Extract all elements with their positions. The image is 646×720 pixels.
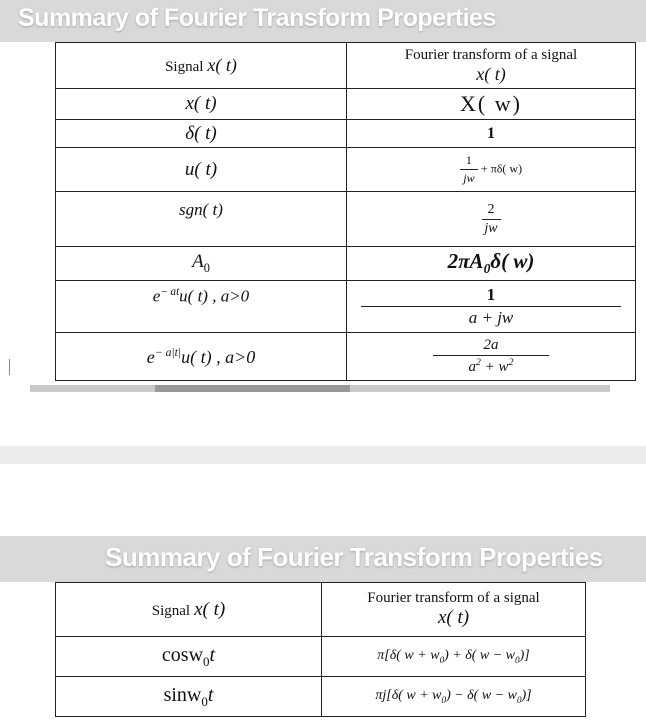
slide2-table [55, 582, 586, 717]
slide1-table [55, 42, 636, 381]
horizontal-scrollbar[interactable] [30, 385, 610, 392]
slide1-title-band [0, 0, 646, 42]
transform-header: Fourier transform of a signal x( t) [347, 43, 636, 89]
table-row: cosw$_0$t π[δ( $w + w_0) + \delta$( $w - w_0$)] [56, 637, 586, 677]
table-row: $e^{- at}u$( t) , a>0 $\frac{1}{a + jw}$ [56, 281, 636, 333]
signal-header: Signal x( t) [56, 43, 347, 89]
table-row: δ( t) 1 [56, 120, 636, 148]
table-header-row [56, 43, 636, 89]
table-row: u( t) $\frac{1}{jw}$ + πδ( w) [56, 148, 636, 192]
table-row: sinw$_0$t πj[δ( $w + w_0) - \delta$( $w - w_0$)] [56, 677, 586, 717]
margin-tick [9, 359, 10, 375]
table-row: sgn( t) $\frac{2}{jw}$ [56, 192, 636, 247]
table-row: $A_0$ $2\pi A_0\delta$( w) [56, 247, 636, 281]
scrollbar-thumb[interactable] [155, 385, 350, 392]
table-row: $e^{- a|t|}u$( t) , a>0 $\frac{2a}{a^2 + w^2}$ [56, 333, 636, 381]
table-header-row: Signal x( t) Fourier transform of a signal x( t) [56, 583, 586, 637]
slide2-title: Summary of Fourier Transform Properties [105, 542, 603, 572]
slide1-title: Summary of Fourier Transform Properties [18, 4, 496, 32]
table-row: x( t) X( w) [56, 89, 636, 120]
slide-separator [0, 446, 646, 464]
slide2-title-band [0, 536, 646, 582]
